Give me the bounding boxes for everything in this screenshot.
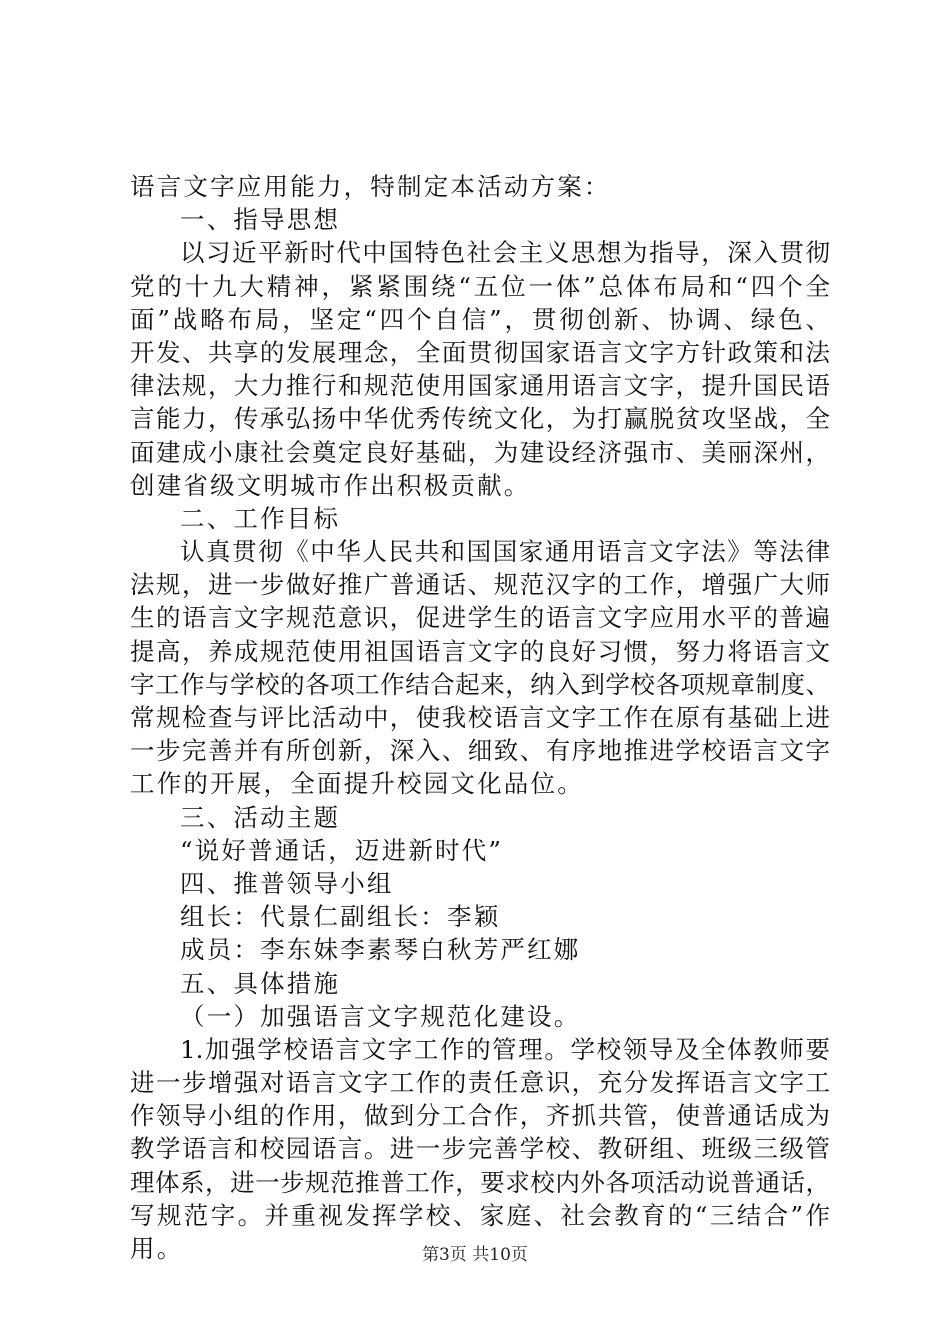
text-line: “说好普通话，迈进新时代” xyxy=(180,835,504,865)
text-line: 写规范字。并重视发挥学校、家庭、社会教育的“三结合”作 xyxy=(130,1200,830,1230)
text-line: 律法规，大力推行和规范使用国家通用语言文字，提升国民语 xyxy=(130,371,830,401)
document-body xyxy=(130,170,830,1265)
text-line: （一）加强语言文字规范化建设。 xyxy=(180,1001,581,1031)
text-line: 用。 xyxy=(130,1234,184,1263)
text-line: 以习近平新时代中国特色社会主义思想为指导，深入贯彻 xyxy=(180,238,830,268)
text-line: 1.加强学校语言文字工作的管理。学校领导及全体教师要 xyxy=(180,1034,830,1064)
text-line: 作领导小组的作用，做到分工合作，齐抓共管，使普通话成为 xyxy=(130,1101,830,1131)
text-line: 认真贯彻《中华人民共和国国家通用语言文字法》等法律 xyxy=(180,537,830,567)
text-line: 一步完善并有所创新，深入、细致、有序地推进学校语言文字 xyxy=(130,736,830,766)
text-line: 三、活动主题 xyxy=(180,802,341,832)
text-line: 字工作与学校的各项工作结合起来，纳入到学校各项规章制度、 xyxy=(130,669,830,699)
page-number-footer: 第3页 共10页 xyxy=(422,1245,528,1265)
text-line: 进一步增强对语言文字工作的责任意识，充分发挥语言文字工 xyxy=(130,1068,830,1098)
text-line: 提高，养成规范使用祖国语言文字的良好习惯，努力将语言文 xyxy=(130,636,830,666)
text-line: 生的语言文字规范意识，促进学生的语言文字应用水平的普遍 xyxy=(130,603,830,633)
text-line: 一、指导思想 xyxy=(180,205,341,235)
text-line: 党的十九大精神，紧紧围绕“五位一体”总体布局和“四个全 xyxy=(130,271,830,301)
text-line: 面”战略布局，坚定“四个自信”，贯彻创新、协调、绿色、 xyxy=(130,304,830,334)
text-line: 四、推普领导小组 xyxy=(180,868,394,898)
text-line: 理体系，进一步规范推普工作，要求校内外各项活动说普通话， xyxy=(130,1167,830,1197)
text-line: 工作的开展，全面提升校园文化品位。 xyxy=(130,769,584,799)
text-line: 常规检查与评比活动中，使我校语言文字工作在原有基础上进 xyxy=(130,703,830,732)
text-line: 言能力，传承弘扬中华优秀传统文化，为打赢脱贫攻坚战，全 xyxy=(130,404,830,434)
text-line: 语言文字应用能力，特制定本活动方案： xyxy=(130,172,611,201)
text-line: 法规，进一步做好推广普通话、规范汉字的工作，增强广大师 xyxy=(130,570,830,600)
text-line: 二、工作目标 xyxy=(180,503,341,533)
text-line: 教学语言和校园语言。进一步完善学校、教研组、班级三级管 xyxy=(130,1134,830,1164)
text-line: 开发、共享的发展理念，全面贯彻国家语言文字方针政策和法 xyxy=(130,337,830,367)
text-line: 五、具体措施 xyxy=(180,968,341,998)
text-line: 组长：代景仁副组长：李颖 xyxy=(180,902,501,932)
text-line: 成员：李东妹李素琴白秋芳严红娜 xyxy=(180,935,581,965)
text-line: 创建省级文明城市作出积极贡献。 xyxy=(130,470,531,500)
text-line: 面建成小康社会奠定良好基础，为建设经济强市、美丽深州， xyxy=(130,437,830,467)
